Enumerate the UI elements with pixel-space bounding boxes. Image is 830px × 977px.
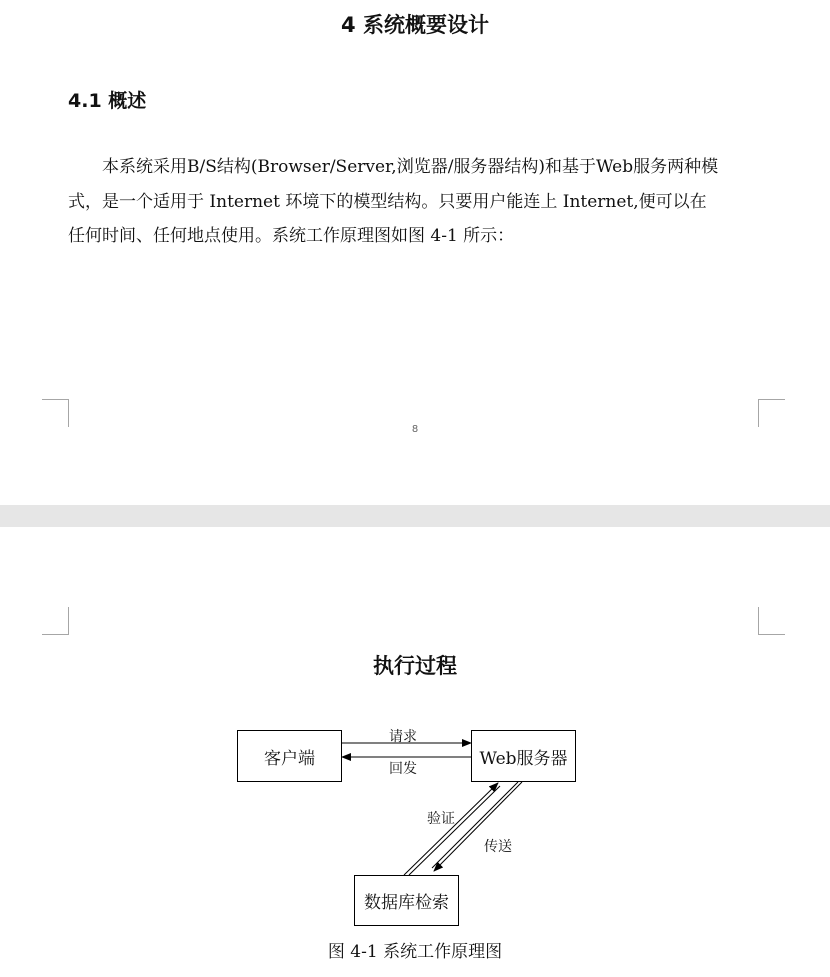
paragraph-line-1: 本系统采用B/S结构(Browser/Server,浏览器/服务器结构)和基于Web服务两种模 (102, 157, 719, 177)
node-database: 数据库检索 (354, 875, 459, 926)
edge-label-transfer: 传送 (484, 839, 512, 855)
arrow-verify-a (404, 783, 498, 875)
diagram-title: 执行过程 (373, 654, 457, 678)
chapter-heading: 4 系统概要设计 (341, 13, 489, 37)
edge-label-reply: 回发 (389, 761, 417, 777)
crop-mark-bottom-right (758, 399, 785, 427)
section-heading: 4.1 概述 (68, 90, 147, 112)
crop-mark-bottom-left (42, 399, 69, 427)
paragraph-line-2: 式，是一个适用于 Internet 环境下的模型结构。只要用户能连上 Internet,便可以在 (68, 192, 707, 212)
paragraph-line-3: 任何时间、任何地点使用。系统工作原理图如图 4-1 所示： (68, 226, 515, 246)
document-page-9 (0, 527, 830, 977)
edge-label-request: 请求 (389, 729, 417, 745)
arrow-verify-b (409, 786, 500, 875)
node-client: 客户端 (237, 730, 342, 782)
figure-caption: 图 4-1 系统工作原理图 (327, 942, 503, 962)
node-web-server: Web服务器 (471, 730, 576, 782)
page-number: 8 (411, 424, 419, 435)
edge-label-verify: 验证 (427, 811, 455, 827)
